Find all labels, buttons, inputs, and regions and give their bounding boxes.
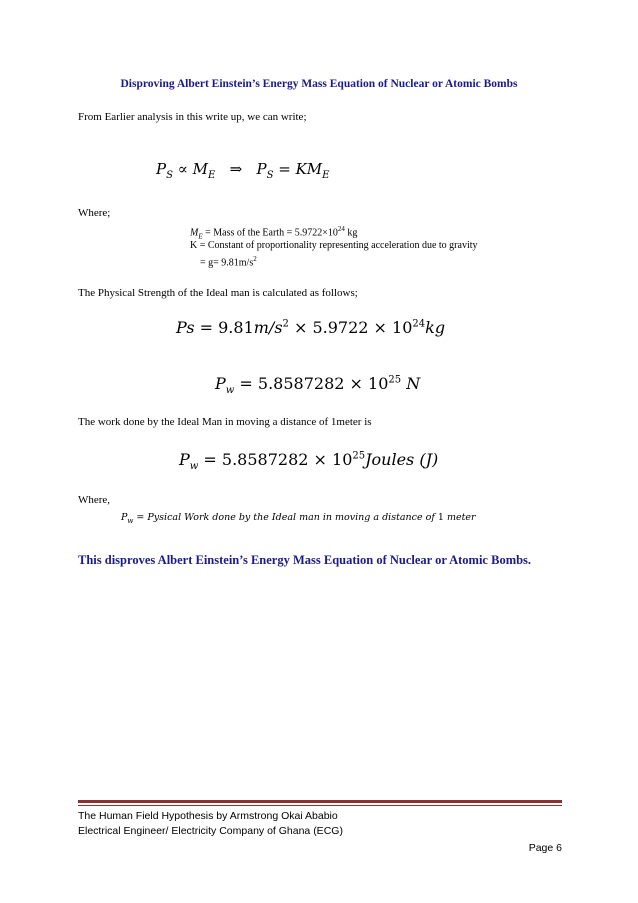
work-equation: $P_w = 5.8587282$ × $10^{25}Joules$ (J) <box>179 450 439 473</box>
strength-equation: $Ps = 9.81m/s^2 \times 5.9722 \times 10^{24}kg$ <box>176 318 446 337</box>
constant-k-definition: K = Constant of proportionality representing acceleration due to gravity <box>190 240 478 251</box>
intro-text: From Earlier analysis in this write up, we can write; <box>78 111 307 123</box>
footer-affiliation: Electrical Engineer/ Electricity Company of Ghana (ECG) <box>78 825 343 837</box>
mass-of-earth-definition: $M_E$ = Mass of the Earth = $5.9722\times 10^{24}$ kg <box>190 225 358 241</box>
conclusion-text: This disproves Albert Einstein’s Energy Mass Equation of Nuclear or Atomic Bombs. <box>78 553 532 567</box>
work-definition: $P_w$ = Pysical Work done by the Ideal man in moving a distance of 1 meter <box>121 512 476 525</box>
work-intro-text: The work done by the Ideal Man in moving a distance of 1meter is <box>78 416 372 428</box>
footer-rule-thick <box>78 800 562 803</box>
proportionality-equation: $P_S \propto M_E$ ⇒ $P_S = KM_E$ <box>156 160 330 181</box>
where-label-2: Where, <box>78 494 111 506</box>
where-label: Where; <box>78 207 111 219</box>
footer-author: The Human Field Hypothesis by Armstrong Okai Ababio <box>78 810 338 822</box>
strength-intro-text: The Physical Strength of the Ideal man is calculated as follows; <box>78 287 358 299</box>
page-title: Disproving Albert Einstein’s Energy Mass Equation of Nuclear or Atomic Bombs <box>120 78 518 90</box>
page-number: Page 6 <box>528 842 562 854</box>
strength-result-equation: $P_w = 5.8587282 \times 10^{25}$ N <box>215 374 421 397</box>
gravity-value: = $g= 9.81m/s^2$ <box>200 255 257 269</box>
footer-rule-thin <box>78 805 562 806</box>
